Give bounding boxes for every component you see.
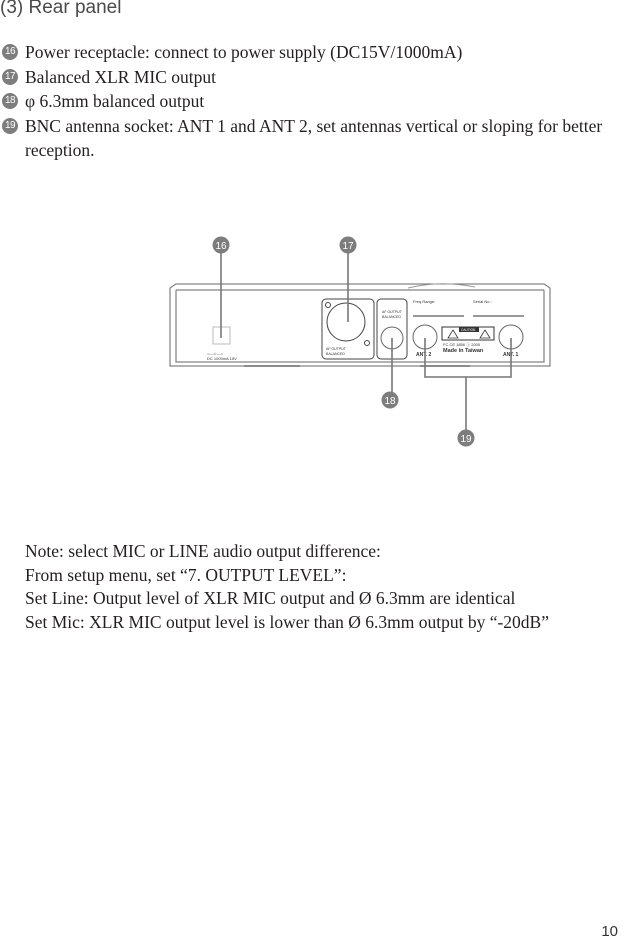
rear-panel-diagram: [160, 230, 560, 450]
svg-text:FC CE 1856 ⓘ 2000: FC CE 1856 ⓘ 2000: [443, 342, 481, 347]
svg-text:BALANCED: BALANCED: [326, 352, 345, 356]
rear-panel-item-list: [0, 40, 615, 163]
number-badge: 19: [2, 118, 18, 134]
item-text: Balanced XLR MIC output: [25, 66, 217, 87]
svg-text:○—⊂—○: ○—⊂—○: [207, 351, 224, 356]
note-line: Set Mic: XLR MIC output level is lower than Ø 6.3mm output by “-20dB”: [25, 611, 549, 632]
svg-text:DC 1000mA 15V: DC 1000mA 15V: [207, 356, 237, 361]
page-number: 10: [601, 923, 618, 940]
svg-text:ANT. 2: ANT. 2: [416, 352, 432, 358]
number-badge: 18: [2, 93, 18, 109]
svg-text:Freq.Range:: Freq.Range:: [413, 299, 436, 304]
svg-text:16: 16: [215, 241, 227, 252]
svg-text:CAUTION: CAUTION: [461, 328, 476, 332]
svg-text:17: 17: [342, 241, 354, 252]
svg-text:ANT. 1: ANT. 1: [503, 352, 519, 358]
svg-text:AF OUTPUT: AF OUTPUT: [382, 310, 402, 314]
svg-text:AF OUTPUT: AF OUTPUT: [326, 347, 346, 351]
item-text: Power receptacle: connect to power supply (DC15V/1000mA): [25, 42, 463, 62]
list-item-bnc-antenna: [0, 114, 615, 163]
note-line: From setup menu, set “7. OUTPUT LEVEL”:: [25, 564, 347, 585]
callout-18: [382, 392, 399, 409]
svg-text:Serial No.:: Serial No.:: [473, 299, 492, 304]
item-text: φ 6.3mm balanced output: [25, 91, 205, 111]
output-level-note: [25, 540, 549, 634]
item-text: BNC antenna socket: ANT 1 and ANT 2, set antennas vertical or sloping for better reception.: [25, 115, 603, 160]
section-heading: (3) Rear panel: [0, 0, 122, 18]
callout-17: [340, 237, 357, 254]
list-item-power-receptacle: [0, 40, 615, 65]
svg-text:Made in Taiwan: Made in Taiwan: [443, 348, 484, 354]
note-line: Set Line: Output level of XLR MIC output and Ø 6.3mm are identical: [25, 588, 516, 608]
note-line: Note: select MIC or LINE audio output difference:: [25, 541, 381, 561]
dc-power-receptacle: [207, 327, 237, 361]
number-badge: 16: [2, 44, 18, 60]
callout-16: [213, 237, 230, 254]
list-item-xlr-output: [0, 65, 615, 90]
number-badge: 17: [2, 69, 18, 85]
callout-19: [458, 430, 475, 447]
list-item-jack-output: [0, 89, 615, 114]
svg-text:19: 19: [460, 434, 472, 445]
svg-text:18: 18: [384, 396, 396, 407]
svg-text:BALANCED: BALANCED: [382, 315, 401, 319]
